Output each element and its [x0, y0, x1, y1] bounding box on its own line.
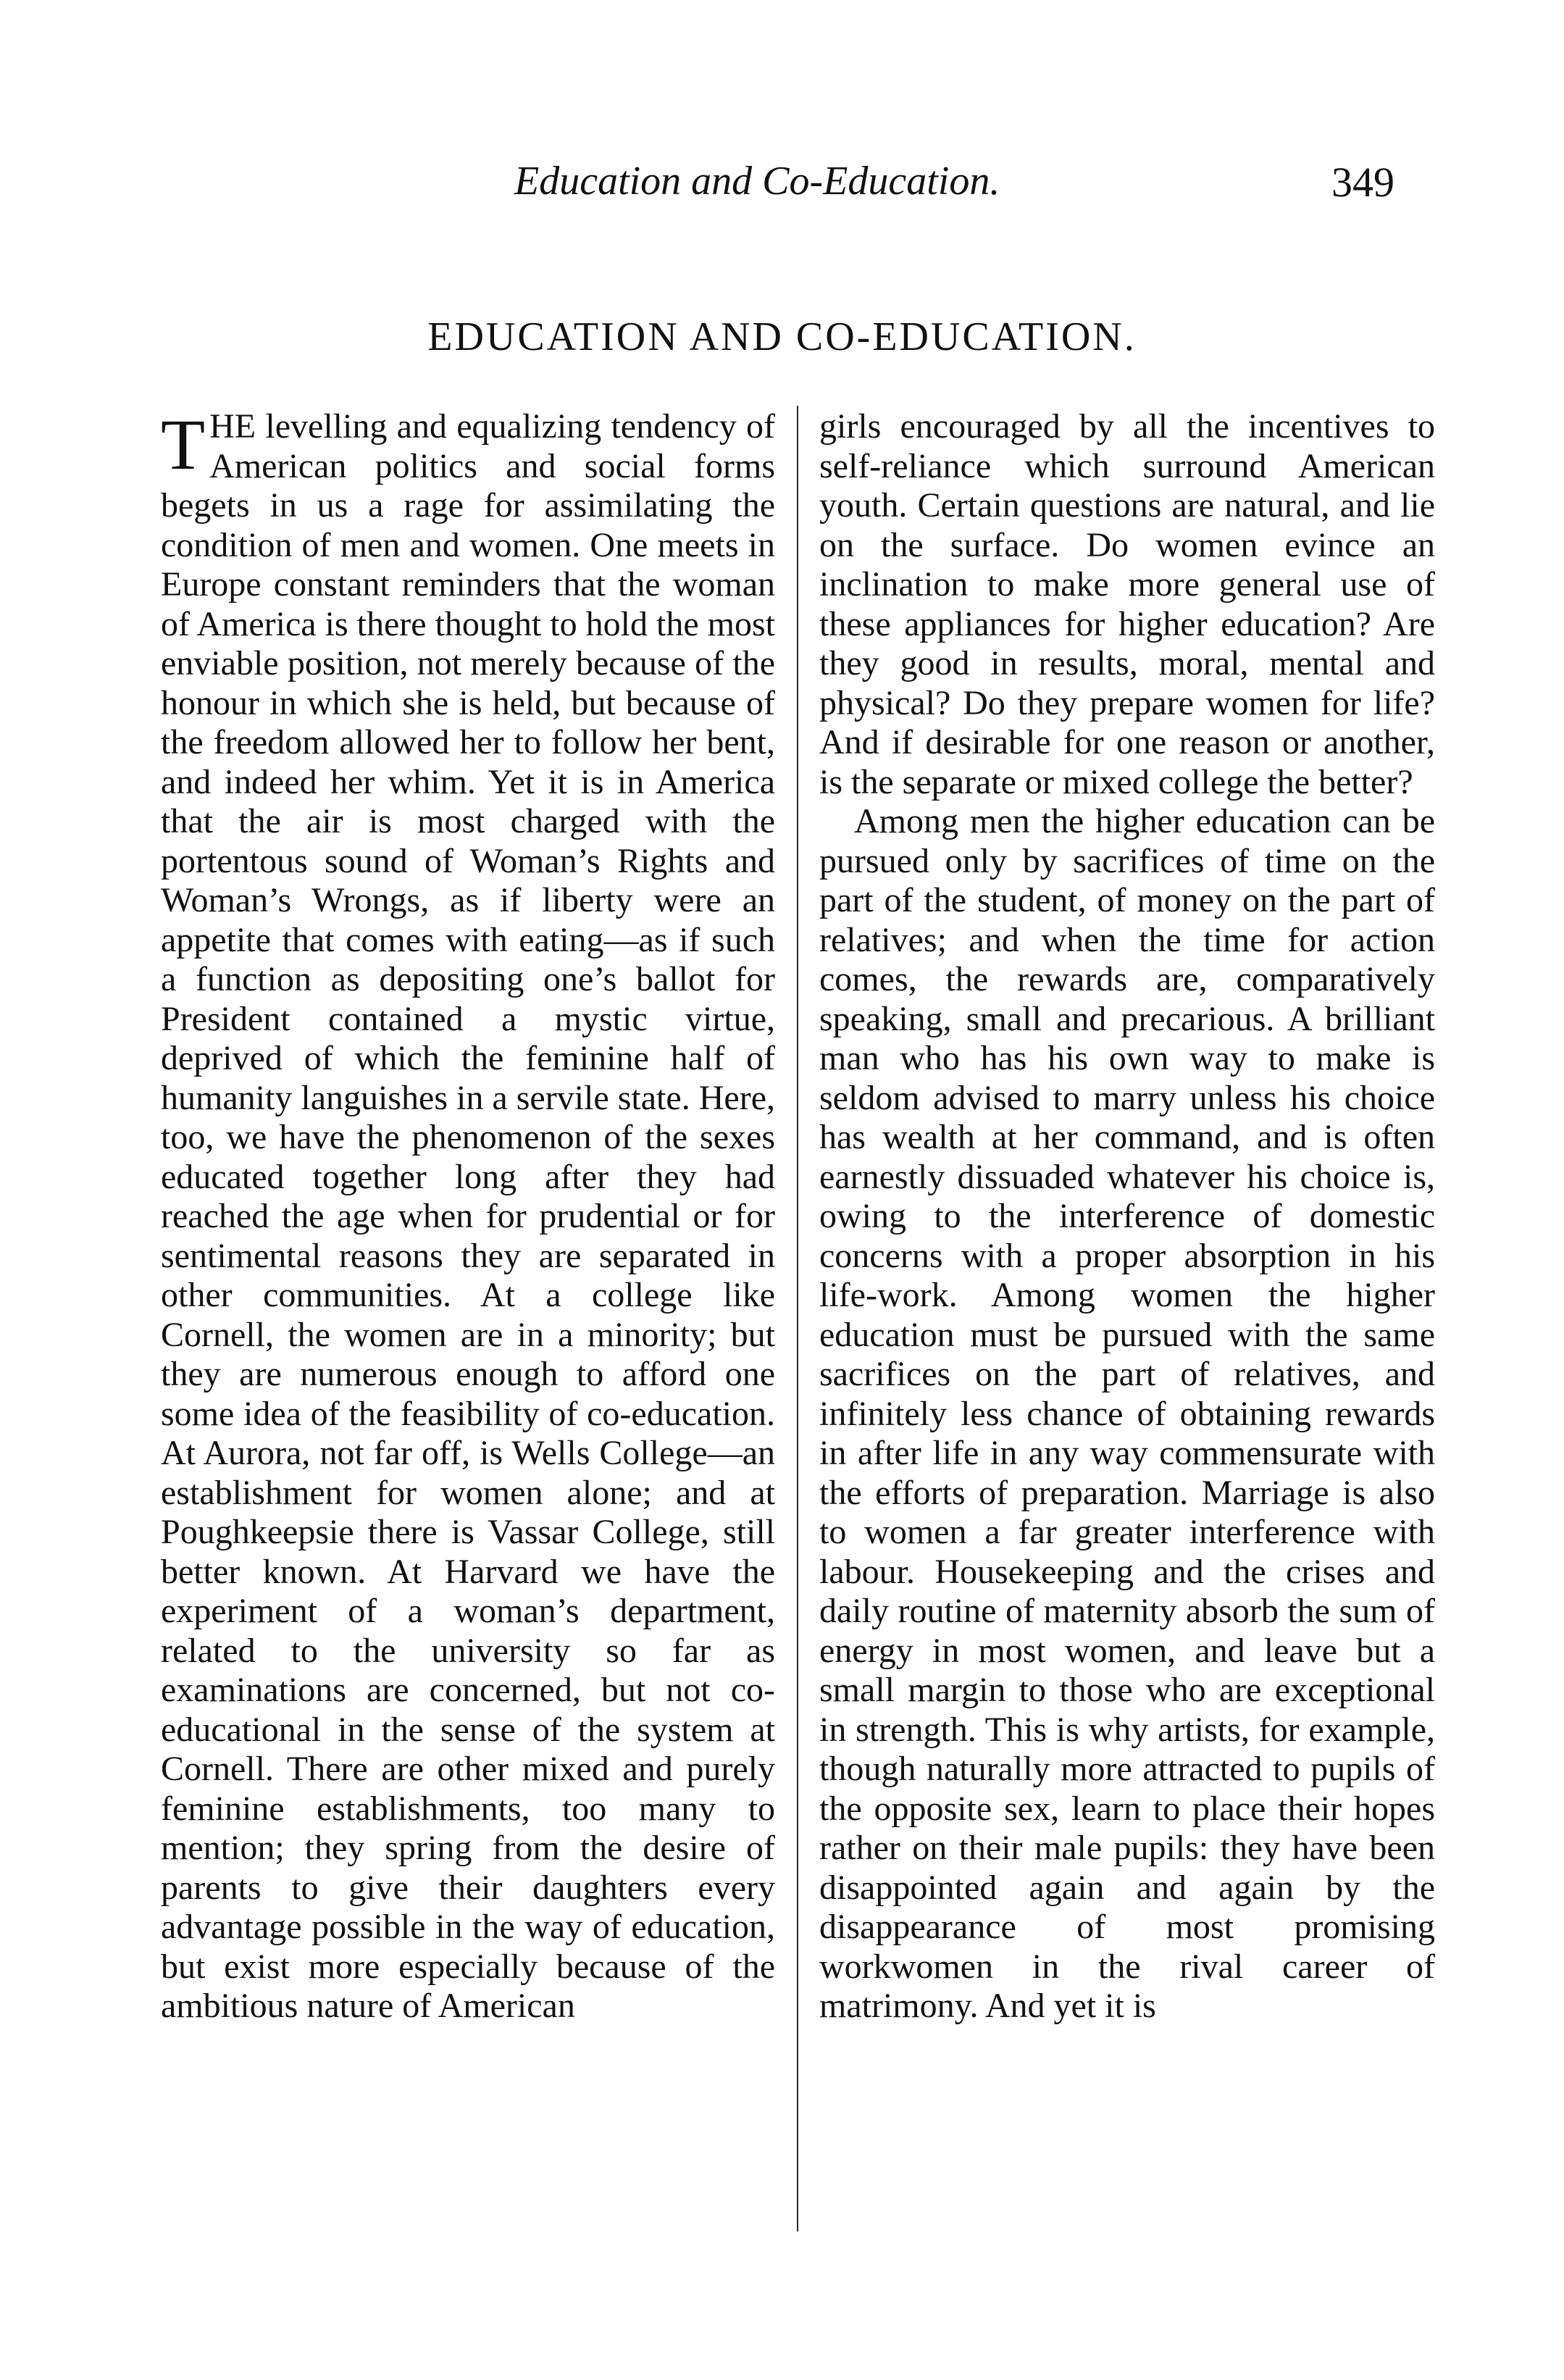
drop-cap: T	[161, 404, 206, 485]
left-paragraph-1	[161, 404, 775, 2026]
right-paragraph-1: girls encouraged by all the incentives to self-reliance which surround American youth. Certain questions are natural, and lie on the surface. Do women evince an inclination to make more general use of these appliances for higher education? Are they good in results, moral, mental and physical? Do they prepare women for life? And if desirable for one reason or another, is the separate or mixed college the better?	[819, 407, 1435, 801]
running-head	[0, 156, 1564, 221]
page-number: 349	[1331, 159, 1394, 206]
left-paragraph-1-text: HE levelling and equalizing tendency of American politics and social forms begets in us a rage for assimilating the condition of men and women. One meets in Europe constant reminders that the woman of America is there thought to hold the most enviable position, not merely because of the honour in which she is held, but because of the freedom allowed her to follow her bent, and indeed her whim. Yet it is in America that the air is most charged with the portentous sound of Woman’s Rights and Woman’s Wrongs, as if liberty were an appetite that comes with eating—as if such a function as depositing one’s ballot for President contained a mystic virtue, deprived of which the feminine half of humanity languishes in a servile state. Here, too, we have the phenomenon of the sexes educated together long after they had reached the age when for prudential or for sentimental reasons they are separated in other communities. At a college like Cornell, the women are in a minority; but they are numerous enough to afford one some idea of the feasibility of co-education. At Aurora, not far off, is Wells College—an establishment for women alone; and at Poughkeepsie there is Vassar College, still better known. At Harvard we have the experiment of a woman’s department, related to the university so far as examinations are concerned, but not co-educational in the sense of the system at Cornell. There are other mixed and purely feminine establishments, too many to mention; they spring from the desire of parents to give their daughters every advantage possible in the way of education, but exist more especially because of the ambitious nature of American	[161, 407, 775, 2025]
right-paragraph-2: Among men the higher education can be pursued only by sacrifices of time on the part of the student, of money on the part of relatives; and when the time for action comes, the rewards are, comparatively speaking, small and precarious. A brilliant man who has his own way to make is seldom advised to marry unless his choice has wealth at her command, and is often earnestly dissuaded whatever his choice is, owing to the interference of domestic concerns with a proper absorption in his life-work. Among women the higher education must be pursued with the same sacrifices on the part of relatives, and infinitely less chance of obtaining rewards in after life in any way commensurate with the efforts of preparation. Marriage is also to women a far greater interference with labour. Housekeeping and the crises and daily routine of maternity absorb the sum of energy in most women, and leave but a small margin to those who are exceptional in strength. This is why artists, for example, though naturally more attracted to pupils of the opposite sex, learn to place their hopes rather on their male pupils: they have been disappointed again and again by the disappearance of most promising workwomen in the rival career of matrimony. And yet it is	[819, 802, 1435, 2025]
right-column	[819, 407, 1435, 2026]
left-column	[161, 404, 775, 2026]
running-title: Education and Co-Education.	[514, 159, 1000, 204]
column-divider	[797, 406, 798, 2231]
article-title: EDUCATION AND CO-EDUCATION.	[427, 314, 1137, 359]
